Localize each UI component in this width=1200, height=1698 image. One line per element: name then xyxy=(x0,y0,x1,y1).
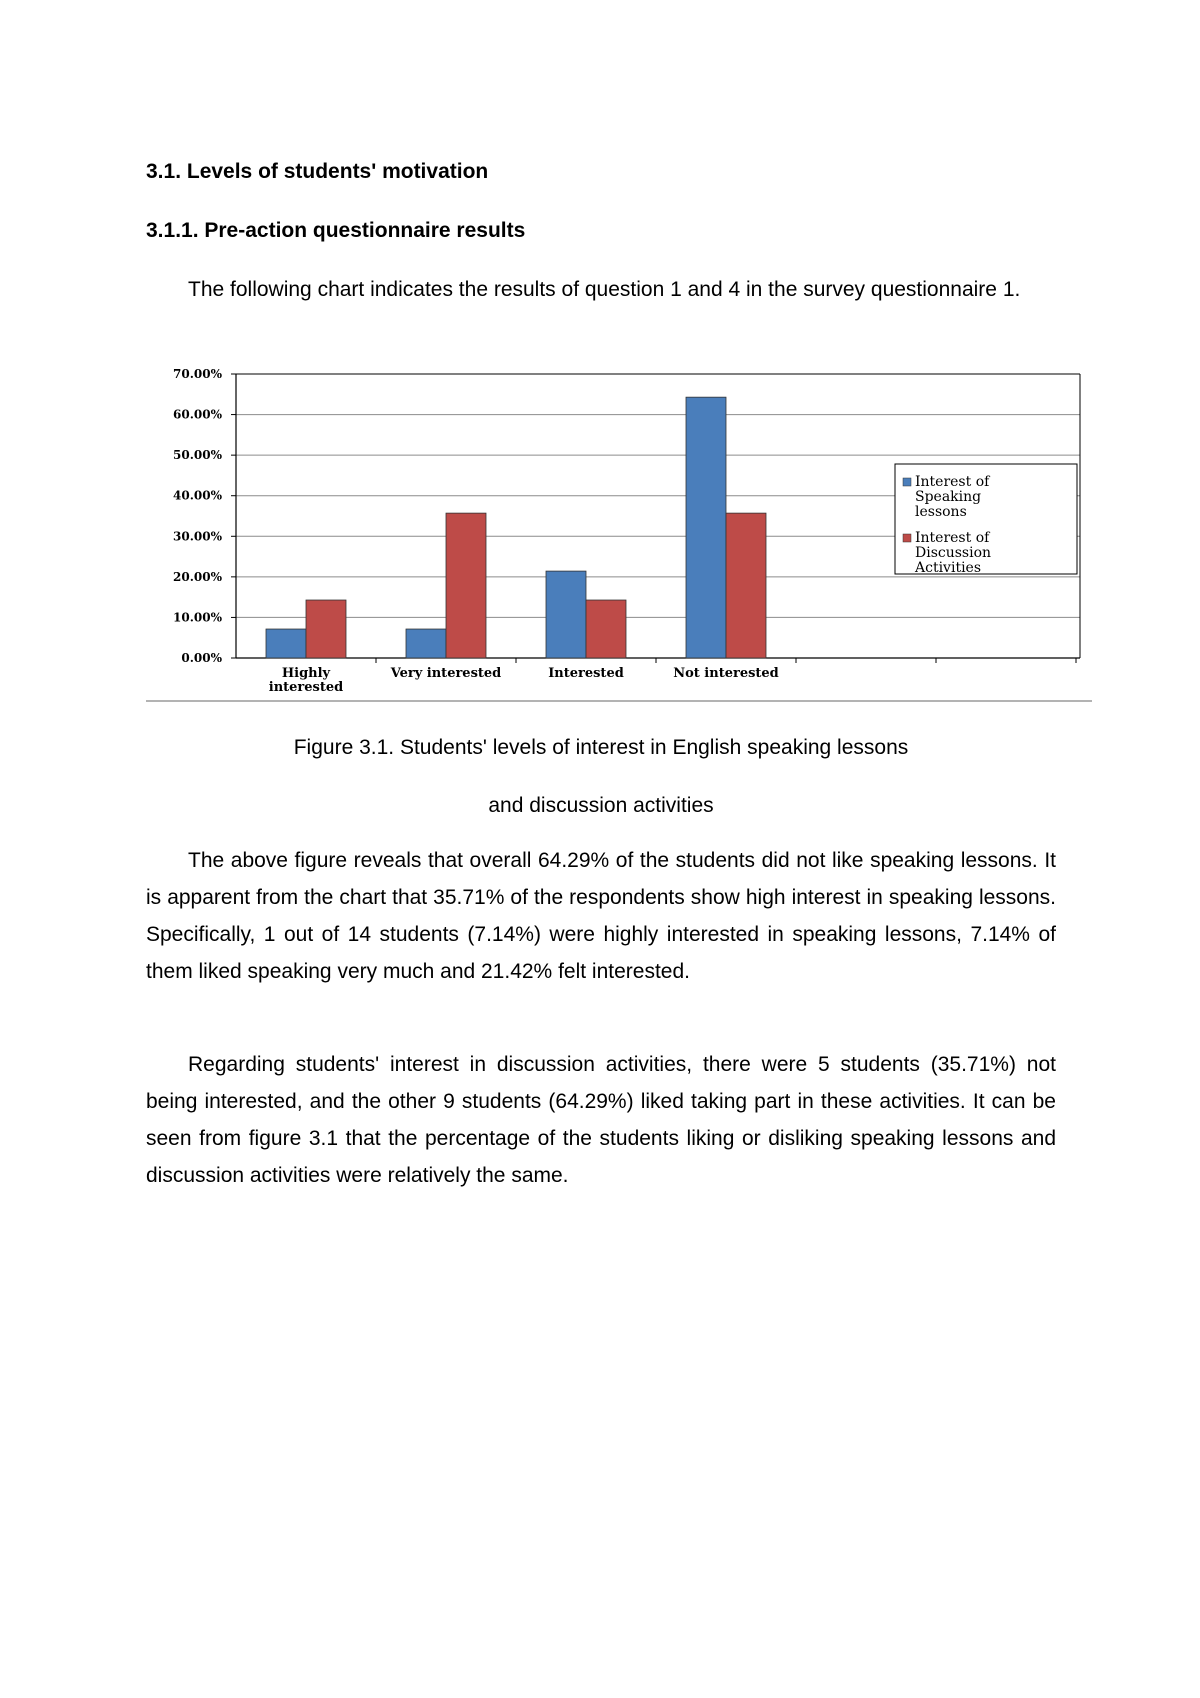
figure-caption-line-2: and discussion activities xyxy=(488,794,714,817)
legend-label: Speaking xyxy=(915,489,982,505)
y-tick-label: 50.00% xyxy=(173,448,222,463)
legend-label: Interest of xyxy=(915,474,990,490)
legend-label: Activities xyxy=(915,560,982,576)
bar-speaking-highly-interested xyxy=(266,629,306,658)
bar-discussion-interested xyxy=(586,600,626,658)
y-tick-label: 40.00% xyxy=(173,488,222,503)
x-category-label: Highly xyxy=(281,666,331,681)
analysis-paragraph: The above figure reveals that overall 64.29% of the students did not like speaking lessons. It is apparent from the chart that 35.71% of the respondents show high interest in speaking lessons. Specifically, 1 out of 14 students (7.14%) were highly interested in speaking lessons, 7.14% of them liked speaking very much and 21.42% felt interested. xyxy=(146,849,1056,983)
x-category-label: Very interested xyxy=(390,666,502,681)
x-category-label: Interested xyxy=(548,666,624,681)
bar-discussion-very-interested xyxy=(446,513,486,658)
bar-discussion-not-interested xyxy=(726,513,766,658)
bar-speaking-very-interested xyxy=(406,629,446,658)
discussion-paragraph: Regarding students' interest in discussion activities, there were 5 students (35.71%) not being interested, and the other 9 students (64.29%) liked taking part in these activities. It can be seen from figure 3.1 that the percentage of the students liking or disliking speaking lessons and discussion activities were relatively the same. xyxy=(146,1053,1056,1187)
x-category-label: interested xyxy=(268,680,344,695)
y-tick-label: 0.00% xyxy=(181,651,222,665)
legend-swatch xyxy=(903,478,911,486)
bar-discussion-highly-interested xyxy=(306,600,346,658)
bar-speaking-interested xyxy=(546,571,586,658)
y-tick-label: 70.00% xyxy=(173,367,222,381)
legend-label: lessons xyxy=(915,504,967,520)
bar-speaking-not-interested xyxy=(686,397,726,658)
legend-swatch xyxy=(903,534,911,542)
y-tick-label: 20.00% xyxy=(173,569,222,584)
figure-caption-line-1: Figure 3.1. Students' levels of interest in English speaking lessons xyxy=(293,736,909,759)
subsection-heading: 3.1.1. Pre-action questionnaire results xyxy=(146,219,526,242)
legend-label: Interest of xyxy=(915,530,990,546)
x-category-label: Not interested xyxy=(673,666,779,681)
section-heading: 3.1. Levels of students' motivation xyxy=(146,160,489,183)
legend-label: Discussion xyxy=(915,545,992,561)
y-tick-label: 30.00% xyxy=(173,529,222,544)
intro-paragraph: The following chart indicates the results of question 1 and 4 in the survey questionnaire 1. xyxy=(188,278,1021,301)
y-tick-label: 60.00% xyxy=(173,407,222,422)
y-tick-label: 10.00% xyxy=(173,610,222,625)
